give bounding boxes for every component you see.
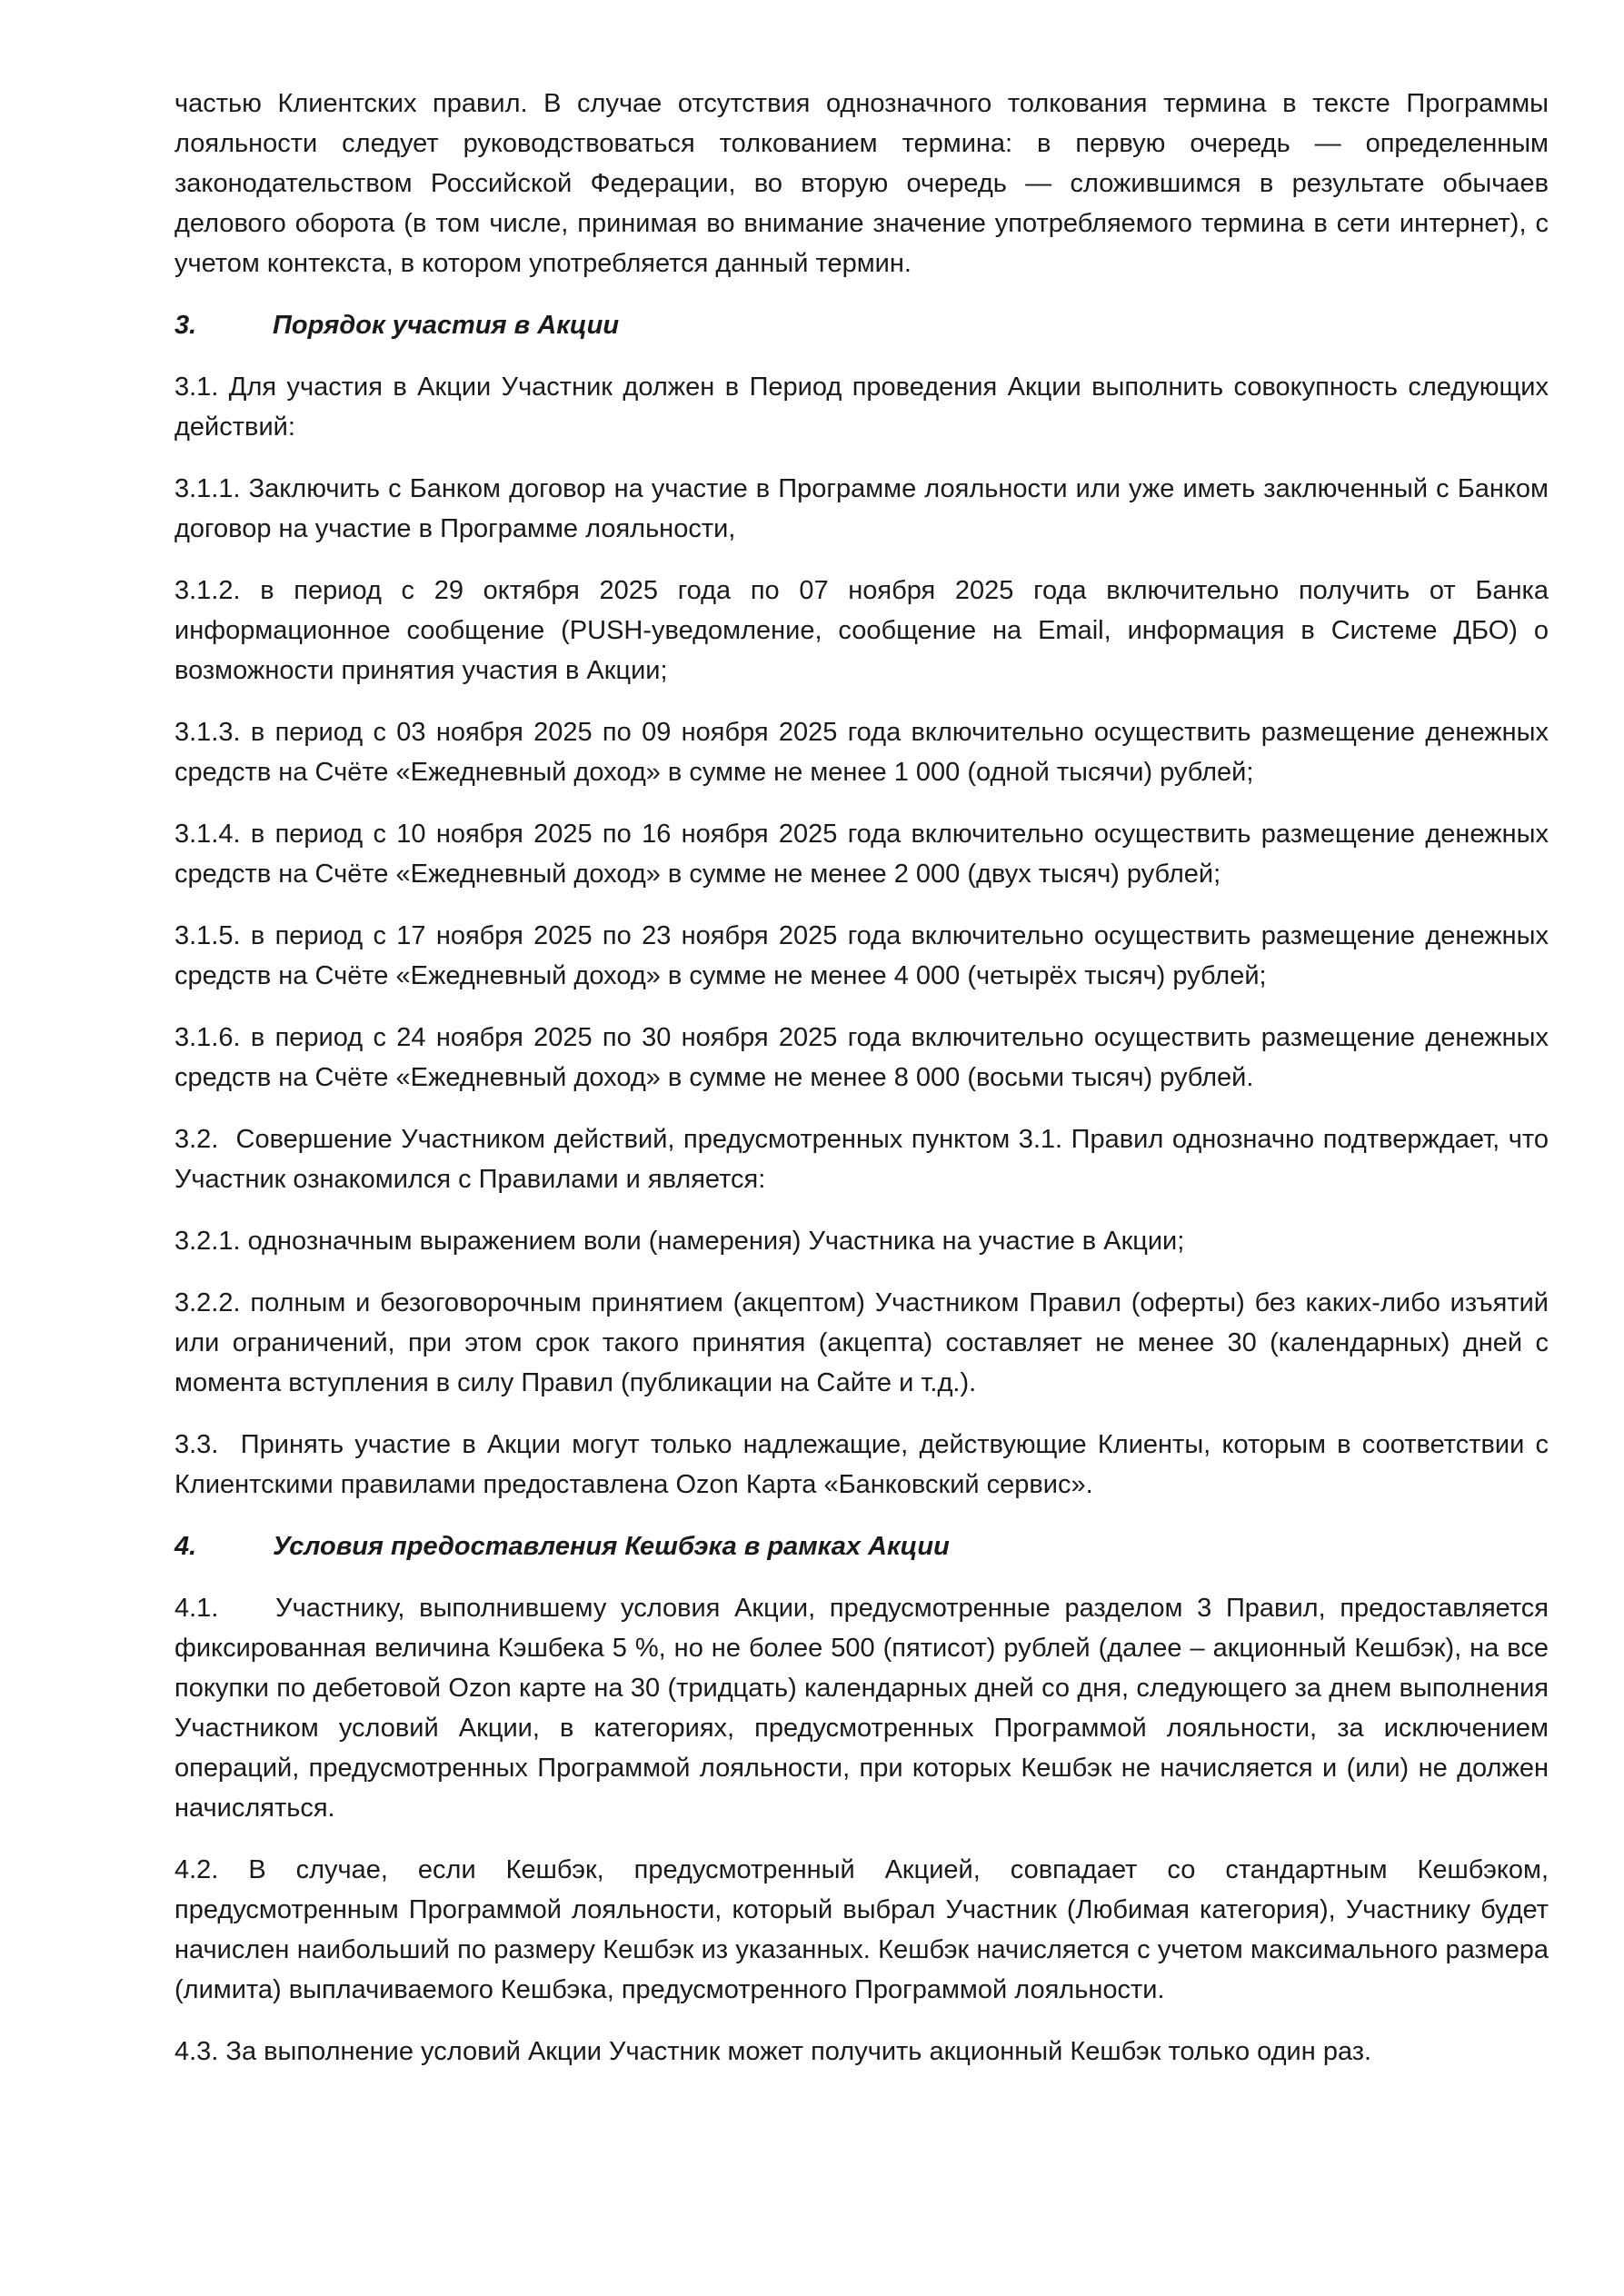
clause-3-2: 3.2. Совершение Участником действий, предусмотренных пунктом 3.1. Правил однозначно подтверждает, что Участник ознакомился с Правилами и является: (174, 1125, 1557, 1194)
section-3-number: 3. (174, 311, 197, 340)
clause-3-2-1: 3.2.1. однозначным выражением воли (намерения) Участника на участие в Акции; (174, 1227, 1185, 1256)
clause-3-1-3: 3.1.3. в период с 03 ноября 2025 по 09 ноября 2025 года включительно осуществить размещение денежных средств на Счёте «Ежедневный доход» в сумме не менее 1 000 (одной тысячи) рублей; (174, 718, 1549, 787)
clause-4-2: 4.2. В случае, если Кешбэк, предусмотренный Акцией, совпадает со стандартным Кешбэком, предусмотренным Программой лояльности, который выбрал Участник (Любимая категория), Участнику будет начислен наибольший по размеру Кешбэк из указанных. Кешбэк начисляется с учетом максимального размера (лимита) выплачиваемого Кешбэка, предусмотренного Программой лояльности. (174, 1855, 1549, 2004)
document-page (174, 84, 1557, 2093)
section-4-number: 4. (174, 1532, 197, 1561)
clause-3-1-6: 3.1.6. в период с 24 ноября 2025 по 30 ноября 2025 года включительно осуществить размещение денежных средств на Счёте «Ежедневный доход» в сумме не менее 8 000 (восьми тысяч) рублей. (174, 1023, 1549, 1092)
clause-4-1: 4.1. Участнику, выполнившему условия Акции, предусмотренные разделом 3 Правил, предоставляется фиксированная величина Кэшбека 5 %, но не более 500 (пятисот) рублей (далее – акционный Кешбэк), на все покупки по дебетовой Ozon карте на 30 (тридцать) календарных дней со дня, следующего за днем выполнения Участником условий Акции, в категориях, предусмотренных Программой лояльности, за исключением операций, предусмотренных Программой лояльности, при которых Кешбэк не начисляется и (или) не должен начисляться. (174, 1594, 1557, 1823)
section-3-heading (174, 305, 1549, 345)
clause-3-1: 3.1. Для участия в Акции Участник должен в Период проведения Акции выполнить совокупность следующих действий: (174, 373, 1549, 442)
clause-3-3: 3.3. Принять участие в Акции могут только надлежащие, действующие Клиенты, которым в соответствии с Клиентскими правилами предоставлена Ozon Карта «Банковский сервис». (174, 1430, 1557, 1499)
section-4-title: Условия предоставления Кешбэка в рамках Акции (273, 1532, 950, 1561)
section-4-heading (174, 1526, 1549, 1566)
section-3-title: Порядок участия в Акции (273, 311, 620, 340)
clause-3-1-5: 3.1.5. в период с 17 ноября 2025 по 23 ноября 2025 года включительно осуществить размещение денежных средств на Счёте «Ежедневный доход» в сумме не менее 4 000 (четырёх тысяч) рублей; (174, 921, 1549, 990)
clause-3-2-2: 3.2.2. полным и безоговорочным принятием (акцептом) Участником Правил (оферты) без каких-либо изъятий или ограничений, при этом срок такого принятия (акцепта) составляет не менее 30 (календарных) дней с момента вступления в силу Правил (публикации на Сайте и т.д.). (174, 1288, 1549, 1397)
clause-4-3: 4.3. За выполнение условий Акции Участник может получить акционный Кешбэк только один раз. (174, 2037, 1372, 2066)
clause-3-1-4: 3.1.4. в период с 10 ноября 2025 по 16 ноября 2025 года включительно осуществить размещение денежных средств на Счёте «Ежедневный доход» в сумме не менее 2 000 (двух тысяч) рублей; (174, 820, 1549, 889)
clause-3-1-2: 3.1.2. в период с 29 октября 2025 года по 07 ноября 2025 года включительно получить от Банка информационное сообщение (PUSH-уведомление, сообщение на Email, информация в Системе ДБО) о возможности принятия участия в Акции; (174, 576, 1549, 685)
intro-paragraph: частью Клиентских правил. В случае отсутствия однозначного толкования термина в тексте Программы лояльности следует руководствоваться толкованием термина: в первую очередь — определенным законодательством Российской Федерации, во вторую очередь — сложившимся в результате обычаев делового оборота (в том числе, принимая во внимание значение употребляемого термина в сети интернет), с учетом контекста, в котором употребляется данный термин. (174, 89, 1549, 278)
clause-3-1-1: 3.1.1. Заключить с Банком договор на участие в Программе лояльности или уже иметь заключенный с Банком договор на участие в Программе лояльности, (174, 474, 1549, 543)
